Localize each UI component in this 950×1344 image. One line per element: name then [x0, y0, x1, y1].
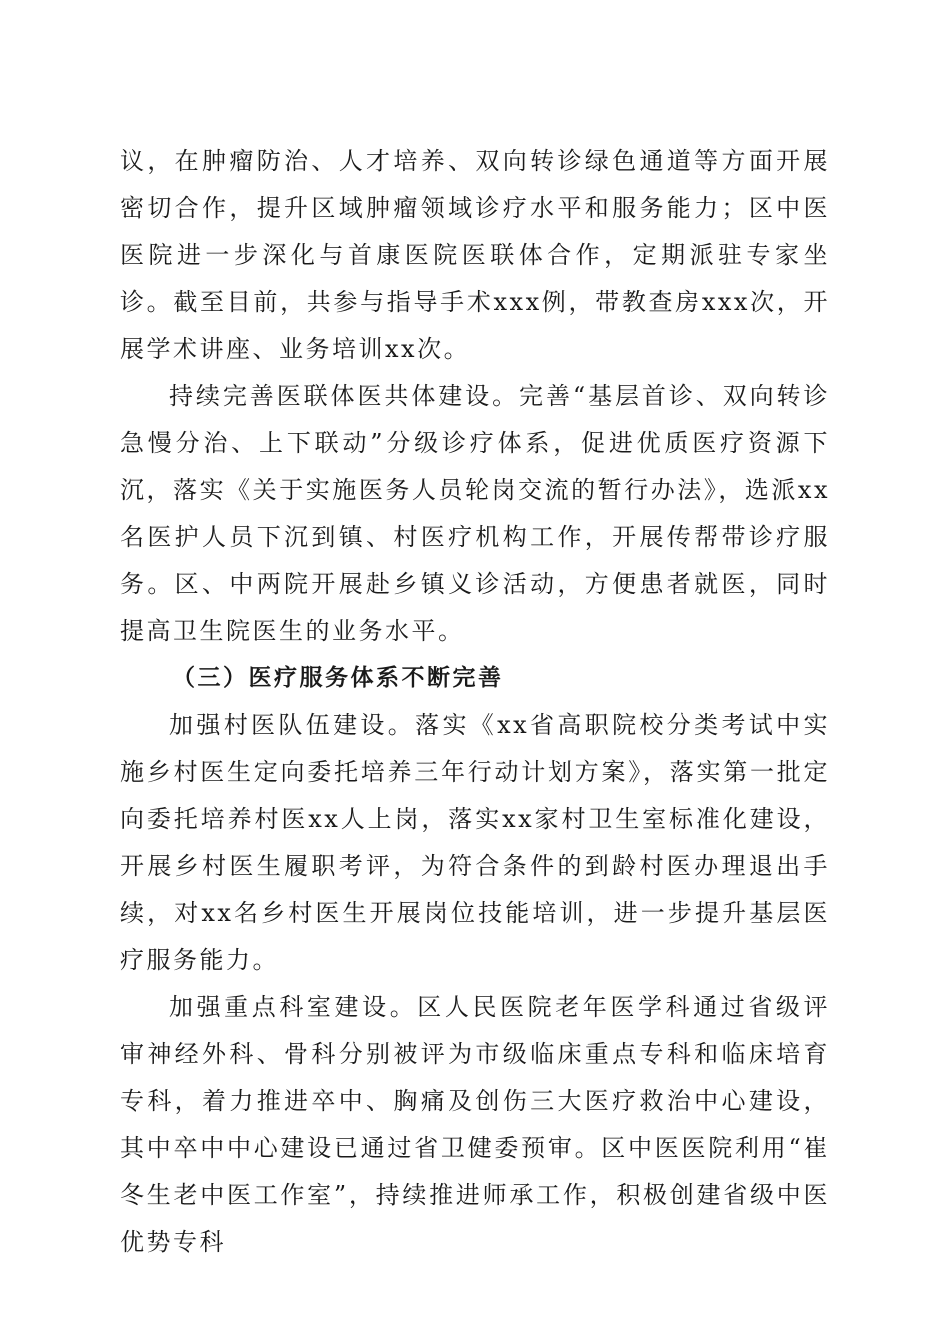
paragraph-continuation: 议，在肿瘤防治、人才培养、双向转诊绿色通道等方面开展密切合作，提升区域肿瘤领域诊疗水平和服务能力；区中医医院进一步深化与首康医院医联体合作，定期派驻专家坐诊。截至目前，共参与指导手术xxx例，带教查房xxx次，开展学术讲座、业务培训xx次。	[120, 147, 830, 363]
paragraph-key-departments: 加强重点科室建设。区人民医院老年医学科通过省级评审神经外科、骨科分别被评为市级临床重点专科和临床培育专科，着力推进卒中、胸痛及创伤三大医疗救治中心建设，其中卒中中心建设已通过省卫健委预审。区中医医院利用“崔冬生老中医工作室”，持续推进师承工作，积极创建省级中医优势专科	[120, 993, 830, 1256]
paragraph-village-doctors: 加强村医队伍建设。落实《xx省高职院校分类考试中实施乡村医生定向委托培养三年行动计划方案》，落实第一批定向委托培养村医xx人上岗，落实xx家村卫生室标准化建设，开展乡村医生履职考评，为符合条件的到龄村医办理退出手续，对xx名乡村医生开展岗位技能培训，进一步提升基层医疗服务能力。	[120, 711, 830, 974]
section-heading-3: （三）医疗服务体系不断完善	[172, 665, 504, 691]
document-body	[120, 138, 830, 1266]
paragraph-medical-alliance: 持续完善医联体医共体建设。完善“基层首诊、双向转诊急慢分治、上下联动”分级诊疗体系，促进优质医疗资源下沉，落实《关于实施医务人员轮岗交流的暂行办法》，选派xx名医护人员下沉到镇、村医疗机构工作，开展传帮带诊疗服务。区、中两院开展赴乡镇义诊活动，方便患者就医，同时提高卫生院医生的业务水平。	[120, 382, 830, 645]
